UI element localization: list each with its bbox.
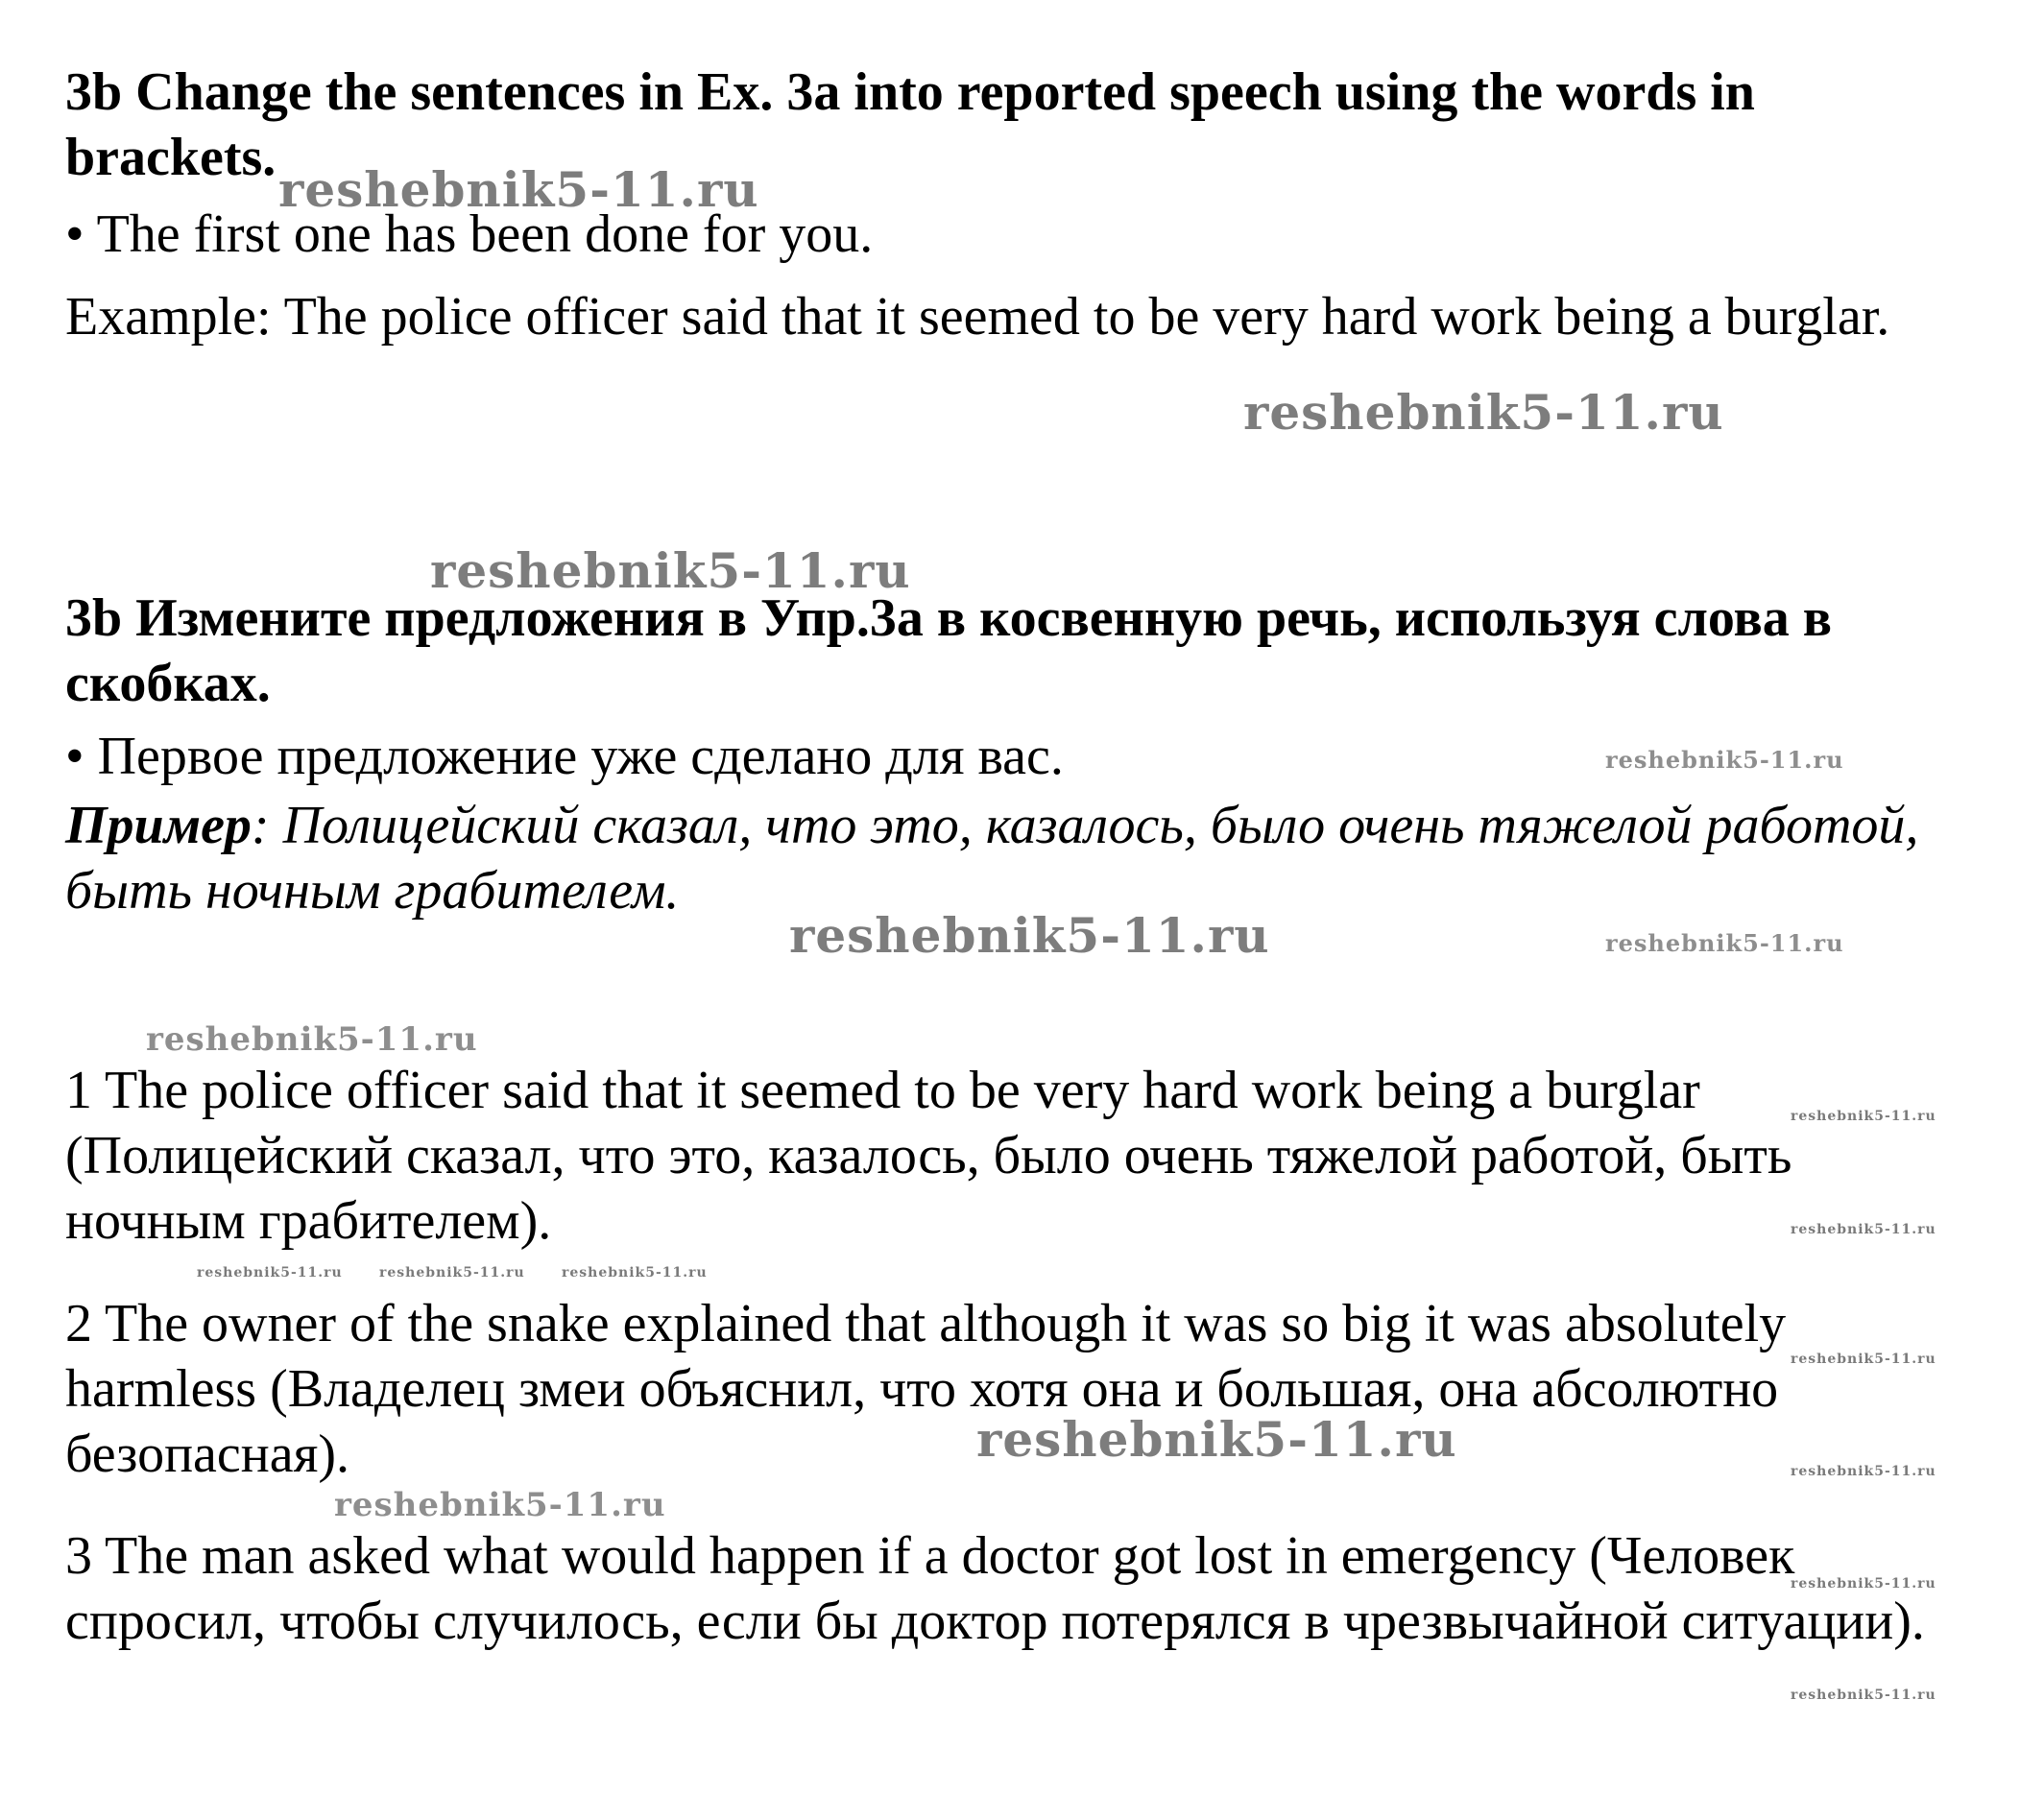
watermark: reshebnik5-11.ru [976,1411,1457,1468]
answer-1 [65,1058,1976,1254]
watermark: reshebnik5-11.ru [1791,1687,1936,1703]
russian-example [65,793,1976,923]
watermark: reshebnik5-11.ru [430,542,911,599]
watermark: reshebnik5-11.ru [334,1486,666,1524]
russian-instruction: • Первое предложение уже сделано для вас. [65,727,1064,786]
answer-2 [65,1291,1976,1487]
russian-heading: 3b Измените предложения в Упр.3а в косвенную речь, используя слова в скобках. [65,588,1833,713]
english-instruction: • The first one has been done for you. [65,204,874,264]
english-section [65,60,1976,355]
russian-example-label: Пример [65,796,252,855]
english-example: Example: The police officer said that it seemed to be very hard work being a burglar. [65,287,1890,347]
watermark: reshebnik5-11.ru [1791,1352,1936,1367]
answer-3-text: 3 The man asked what would happen if a doctor got lost in emergency (Человек спросил, чтобы случилось, если бы доктор потерялся в чрезвычайной ситуации). [65,1526,1925,1651]
english-heading: 3b Change the sentences in Ex. 3a into reported speech using the words in brackets. [65,62,1755,187]
watermark: reshebnik5-11.ru [146,1020,478,1059]
watermark: reshebnik5-11.ru [278,161,759,218]
watermark: reshebnik5-11.ru [1605,929,1844,957]
answer-1-text: 1 The police officer said that it seemed to be very hard work being a burglar (Полицейский сказал, что это, казалось, было очень тяжелой работой, быть ночным грабителем). [65,1061,1792,1251]
watermark: reshebnik5-11.ru [1791,1464,1936,1479]
watermark: reshebnik5-11.ru [1791,1576,1936,1592]
watermark: reshebnik5-11.ru [197,1265,343,1280]
watermark: reshebnik5-11.ru [1791,1109,1936,1124]
watermark: reshebnik5-11.ru [1243,384,1724,441]
watermark: reshebnik5-11.ru [1605,746,1844,774]
watermark: reshebnik5-11.ru [562,1265,708,1280]
watermark: reshebnik5-11.ru [379,1265,525,1280]
russian-section [65,586,1976,923]
russian-example-text: : Полицейский сказал, что это, казалось, было очень тяжелой работой, быть ночным грабителем. [65,796,1919,921]
answer-3 [65,1523,1976,1654]
answer-2-text: 2 The owner of the snake explained that although it was so big it was absolutely harmless (Владелец змеи объяснил, что хотя она и большая, она абсолютно безопасная). [65,1294,1787,1484]
watermark: reshebnik5-11.ru [1791,1222,1936,1237]
watermark: reshebnik5-11.ru [789,907,1270,964]
